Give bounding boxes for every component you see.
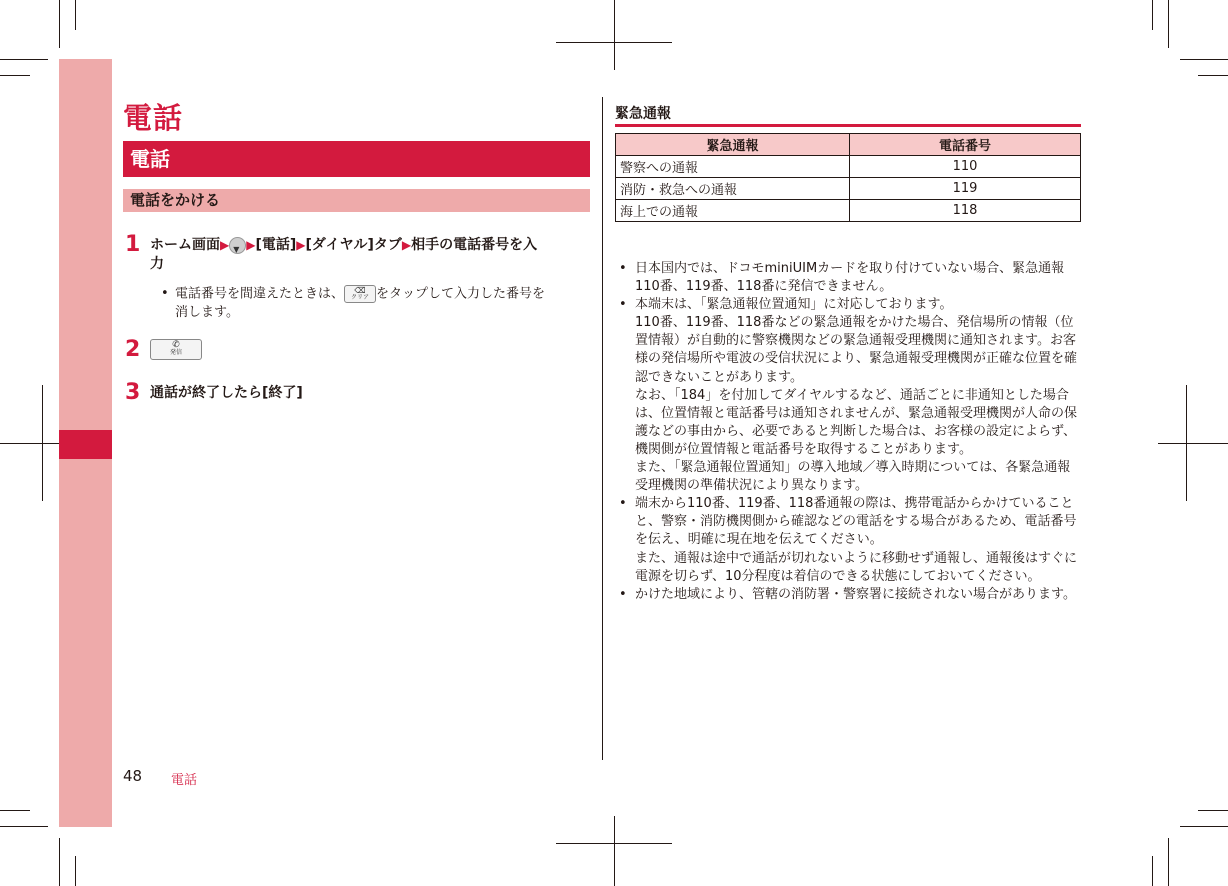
step-1-action: 相手の電話番号を入: [411, 237, 538, 253]
table-cell-label: 海上での通報: [616, 200, 850, 222]
arrow-icon: ▶: [220, 238, 230, 252]
table-row: [616, 178, 1081, 200]
step-1-number: 1: [125, 232, 141, 257]
menu-key-icon: [229, 237, 246, 254]
step-1-note-b: をタップして入力した番号を: [376, 286, 546, 302]
table-header: 電話番号: [850, 134, 1081, 156]
note-item: [615, 586, 1081, 604]
step-3-text: 通話が終了したら[終了]: [150, 385, 303, 401]
call-key-top: ✆: [172, 340, 180, 350]
side-index-tab: [59, 430, 112, 459]
arrow-icon: ▶: [401, 238, 412, 252]
footer-label: 電話: [171, 773, 198, 788]
subsection-bar: 電話をかける: [123, 189, 590, 212]
note-text: また、「緊急通報位置通知」の導入地域／導入時期については、各緊急通報受理機関の準備状況により異なります。: [635, 460, 1071, 494]
column-divider: [602, 97, 603, 760]
section-bar: 電話: [123, 141, 590, 177]
note-item: [615, 296, 1081, 495]
arrow-icon: ▶: [296, 238, 306, 252]
emergency-title: 緊急通報: [615, 106, 671, 122]
step-2-number: 2: [125, 337, 141, 362]
call-key-icon: [150, 339, 202, 360]
step-3-number: 3: [125, 380, 141, 405]
table-row: [616, 200, 1081, 222]
note-text: 端末から110番、119番、118番通報の際は、携帯電話からかけていることと、警察・消防機関側から確認などの電話をする場合があるため、電話番号を伝え、明確に現在地を伝えてください。: [635, 496, 1077, 548]
step-1-text: [150, 236, 590, 274]
note-item: [615, 260, 1081, 296]
step-1-note-a: 電話番号を間違えたときは、: [175, 286, 345, 302]
call-key-bottom: 発信: [169, 349, 182, 356]
table-cell-number: 118: [850, 200, 1081, 222]
note-text: なお、「184」を付加してダイヤルするなど、通話ごとに非通知とした場合は、位置情報と電話番号は通知されませんが、緊急通報受理機関が人命の保護などの事由から、必要であると判断した場合は、お客様の設定によらず、機関側が位置情報と電話番号を取得することがあります。: [635, 387, 1078, 457]
note-text: また、通報は途中で通話が切れないように移動せず通報し、通報後はすぐに電源を切らず、10分程度は着信のできる状態にしておいてください。: [635, 550, 1078, 584]
table-cell-label: 消防・救急への通報: [616, 178, 850, 200]
emergency-rule: [615, 124, 1081, 127]
step-1-action-cont: 力: [150, 256, 164, 272]
table-cell-number: 119: [850, 178, 1081, 200]
table-header: 緊急通報: [616, 134, 850, 156]
step-1-note-c: 消します。: [175, 304, 239, 320]
page-number: 48: [123, 767, 143, 785]
note-text: かけた地域により、管轄の消防署・警察署に接続されない場合があります。: [635, 586, 1076, 602]
step-1-dial-tab: [ダイヤル]タブ: [305, 237, 402, 253]
note-text: 110番、119番、118番などの緊急通報をかけた場合、発信場所の情報（位置情報）が自動的に警察機関などの緊急通報受理機関に通知されます。お客様の発信場所や電波の受信状況により、緊急通報受理機関が正確な位置を確認できないことがあります。: [635, 315, 1078, 385]
clear-key-top: ⌫: [354, 286, 366, 295]
clear-key-icon: [344, 285, 376, 303]
step-1-phone: [電話]: [255, 237, 297, 253]
table-row: [616, 156, 1081, 178]
emergency-notes: [615, 260, 1081, 604]
clear-key-bottom: クリア: [351, 294, 370, 301]
table-cell-label: 警察への通報: [616, 156, 850, 178]
emergency-table: [615, 133, 1081, 222]
table-cell-number: 110: [850, 156, 1081, 178]
arrow-icon: ▶: [246, 238, 256, 252]
table-header-row: [616, 134, 1081, 156]
step-1-note: • 電話番号を間違えたときは、 ⌫ クリア をタップして入力した番号を 消します。: [161, 286, 546, 320]
note-text: 本端末は、「緊急通報位置通知」に対応しております。: [635, 297, 953, 313]
note-item: [615, 495, 1081, 585]
step-1-home: ホーム画面: [150, 237, 220, 253]
note-text: 日本国内では、ドコモminiUIMカードを取り付けていない場合、緊急通報110番、119番、118番に発信できません。: [635, 261, 1065, 295]
page-title: 電話: [123, 101, 184, 135]
